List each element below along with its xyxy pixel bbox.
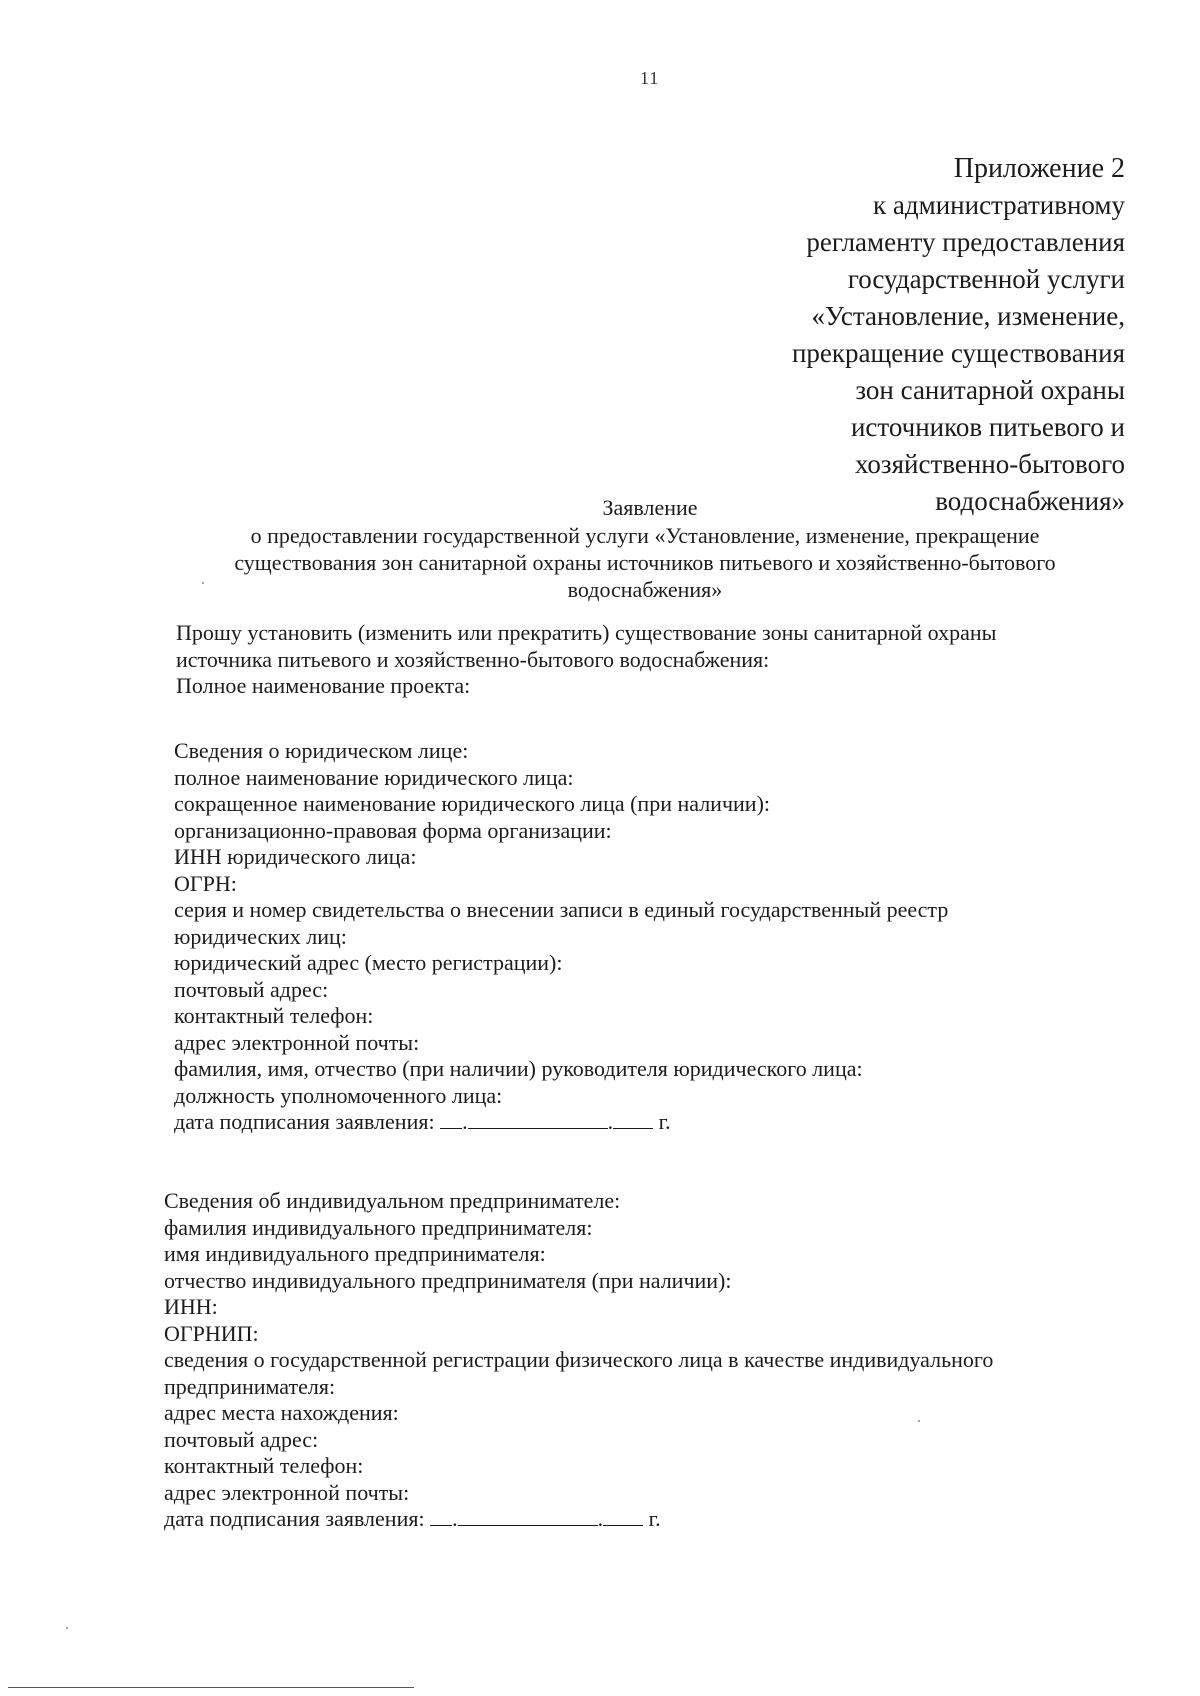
scan-speck bbox=[66, 1627, 68, 1629]
appendix-line: зон санитарной охраны bbox=[855, 375, 1125, 405]
year-suffix: г. bbox=[648, 1506, 661, 1531]
appendix-line: государственной услуги bbox=[847, 264, 1125, 294]
request-line: Прошу установить (изменить или прекратить) существование зоны санитарной охраны bbox=[176, 620, 997, 645]
entrepreneur-field: адрес электронной почты: bbox=[164, 1479, 410, 1505]
project-name-field: Полное наименование проекта: bbox=[176, 673, 471, 698]
entrepreneur-field: почтовый адрес: bbox=[164, 1426, 319, 1452]
entrepreneur-field: имя индивидуального предпринимателя: bbox=[164, 1241, 546, 1266]
date-dot: . bbox=[462, 1109, 468, 1134]
appendix-line: «Установление, изменение, bbox=[811, 301, 1125, 331]
scan-speck bbox=[202, 582, 204, 584]
month-blank bbox=[468, 1110, 608, 1129]
entrepreneur-field: ОГРНИП: bbox=[164, 1320, 259, 1346]
legal-entity-date-line bbox=[174, 1109, 1114, 1136]
statement-subtitle-line: водоснабжения» bbox=[567, 577, 723, 602]
entrepreneur-field: фамилия индивидуального предпринимателя: bbox=[164, 1214, 593, 1240]
appendix-line: источников питьевого и bbox=[850, 412, 1125, 442]
statement-title: Заявление bbox=[602, 495, 698, 520]
entrepreneur-field: контактный телефон: bbox=[164, 1453, 364, 1478]
day-blank bbox=[440, 1110, 462, 1129]
legal-entity-field: фамилия, имя, отчество (при наличии) руководителя юридического лица: bbox=[174, 1056, 863, 1081]
appendix-line: к административному bbox=[873, 190, 1125, 220]
appendix-line: хозяйственно-бытового bbox=[854, 449, 1125, 479]
legal-entity-field: ОГРН: bbox=[174, 870, 237, 896]
footnote-rule bbox=[8, 1687, 414, 1688]
entrepreneur-field: адрес места нахождения: bbox=[164, 1400, 399, 1425]
date-label: дата подписания заявления: bbox=[174, 1109, 435, 1134]
date-dot: . bbox=[452, 1506, 458, 1531]
entrepreneur-field: ИНН: bbox=[164, 1294, 218, 1319]
legal-entity-field: адрес электронной почты: bbox=[174, 1029, 420, 1055]
legal-entity-field: контактный телефон: bbox=[174, 1003, 374, 1028]
date-dot: . bbox=[607, 1109, 614, 1134]
entrepreneur-field: отчество индивидуального предпринимателя (при наличии): bbox=[164, 1267, 732, 1293]
entrepreneur-field: сведения о государственной регистрации физического лица в качестве индивидуального bbox=[164, 1347, 994, 1372]
entrepreneur-section bbox=[164, 1188, 1104, 1533]
legal-entity-field: юридический адрес (место регистрации): bbox=[174, 950, 563, 975]
legal-entity-heading: Сведения о юридическом лице: bbox=[174, 738, 469, 763]
scan-speck bbox=[918, 1420, 920, 1422]
statement-subtitle-line: о предоставлении государственной услуги «Установление, изменение, прекращение bbox=[250, 523, 1040, 548]
year-suffix: г. bbox=[658, 1109, 671, 1134]
legal-entity-section bbox=[174, 738, 1114, 1136]
statement-subtitle bbox=[190, 522, 1100, 603]
day-blank bbox=[430, 1507, 452, 1526]
legal-entity-field: должность уполномоченного лица: bbox=[174, 1082, 503, 1108]
legal-entity-field: серия и номер свидетельства о внесении записи в единый государственный реестр bbox=[174, 897, 949, 922]
request-section bbox=[176, 620, 1116, 700]
entrepreneur-date-line bbox=[164, 1506, 1104, 1533]
legal-entity-field: ИНН юридического лица: bbox=[174, 844, 417, 869]
appendix-header bbox=[565, 150, 1125, 520]
entrepreneur-field: предпринимателя: bbox=[164, 1373, 336, 1399]
appendix-line: Приложение 2 bbox=[953, 153, 1125, 184]
request-line: источника питьевого и хозяйственно-бытового водоснабжения: bbox=[176, 646, 770, 672]
entrepreneur-heading: Сведения об индивидуальном предпринимателе: bbox=[164, 1188, 621, 1213]
date-dot: . bbox=[597, 1506, 604, 1531]
year-blank bbox=[603, 1507, 643, 1526]
statement-subtitle-line: существования зон санитарной охраны источников питьевого и хозяйственно-бытового bbox=[234, 550, 1056, 575]
appendix-line: регламенту предоставления bbox=[806, 227, 1125, 257]
legal-entity-field: юридических лиц: bbox=[174, 923, 347, 949]
legal-entity-field: полное наименование юридического лица: bbox=[174, 764, 574, 790]
page-number: 11 bbox=[640, 68, 660, 88]
month-blank bbox=[458, 1507, 598, 1526]
date-label: дата подписания заявления: bbox=[164, 1506, 425, 1531]
appendix-line: водоснабжения» bbox=[935, 486, 1125, 516]
legal-entity-field: сокращенное наименование юридического лица (при наличии): bbox=[174, 791, 771, 816]
legal-entity-field: почтовый адрес: bbox=[174, 976, 329, 1002]
appendix-line: прекращение существования bbox=[791, 338, 1125, 368]
year-blank bbox=[613, 1110, 653, 1129]
legal-entity-field: организационно-правовая форма организации: bbox=[174, 817, 612, 843]
